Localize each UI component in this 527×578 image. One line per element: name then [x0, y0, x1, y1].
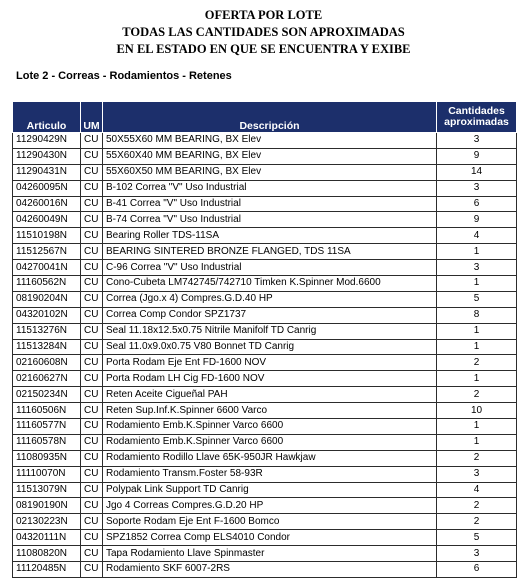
cell-um: CU: [81, 562, 103, 578]
cell-descripcion: Rodamiento Transm.Foster 58-93R: [103, 466, 437, 482]
cell-articulo: 11513276N: [13, 323, 81, 339]
table-header-row: [13, 102, 517, 133]
cell-um: CU: [81, 434, 103, 450]
cell-articulo: 04260095N: [13, 180, 81, 196]
cell-um: CU: [81, 323, 103, 339]
cell-descripcion: Rodamiento Emb.K.Spinner Varco 6600: [103, 419, 437, 435]
table-row: [13, 244, 517, 260]
cell-articulo: 04260016N: [13, 196, 81, 212]
table-row: [13, 228, 517, 244]
table-row: [13, 355, 517, 371]
table-row: [13, 339, 517, 355]
cell-um: CU: [81, 196, 103, 212]
table-row: [13, 196, 517, 212]
cell-descripcion: Porta Rodam LH Cig FD-1600 NOV: [103, 371, 437, 387]
table-row: [13, 419, 517, 435]
cell-descripcion: Reten Sup.Inf.K.Spinner 6600 Varco: [103, 403, 437, 419]
cell-articulo: 11080820N: [13, 546, 81, 562]
table-row: [13, 546, 517, 562]
cell-cantidad: 1: [437, 244, 517, 260]
cell-descripcion: Correa (Jgo.x 4) Compres.G.D.40 HP: [103, 291, 437, 307]
cell-descripcion: Jgo 4 Correas Compres.G.D.20 HP: [103, 498, 437, 514]
cell-cantidad: 1: [437, 371, 517, 387]
cell-cantidad: 2: [437, 514, 517, 530]
cell-articulo: 11160506N: [13, 403, 81, 419]
cell-cantidad: 3: [437, 260, 517, 276]
cell-articulo: 04270041N: [13, 260, 81, 276]
cell-cantidad: 9: [437, 212, 517, 228]
cell-cantidad: 4: [437, 482, 517, 498]
cell-cantidad: 5: [437, 530, 517, 546]
cell-descripcion: Seal 11.18x12.5x0.75 Nitrile Manifolf TD Canrig: [103, 323, 437, 339]
cell-um: CU: [81, 291, 103, 307]
cell-articulo: 11290431N: [13, 164, 81, 180]
cell-cantidad: 2: [437, 387, 517, 403]
cell-um: CU: [81, 466, 103, 482]
cell-articulo: 04260049N: [13, 212, 81, 228]
table-row: [13, 164, 517, 180]
cell-articulo: 04320102N: [13, 307, 81, 323]
cell-um: CU: [81, 307, 103, 323]
cell-cantidad: 1: [437, 434, 517, 450]
cell-um: CU: [81, 133, 103, 149]
table-row: [13, 450, 517, 466]
cell-descripcion: Rodamiento Rodillo Llave 65K-950JR Hawkjaw: [103, 450, 437, 466]
cell-cantidad: 6: [437, 196, 517, 212]
cell-cantidad: 2: [437, 498, 517, 514]
cell-descripcion: BEARING SINTERED BRONZE FLANGED, TDS 11SA: [103, 244, 437, 260]
cell-articulo: 11080935N: [13, 450, 81, 466]
cell-articulo: 11290430N: [13, 148, 81, 164]
lot-title: Lote 2 - Correas - Rodamientos - Retenes: [16, 70, 232, 82]
cell-articulo: 11510198N: [13, 228, 81, 244]
cell-cantidad: 2: [437, 355, 517, 371]
cell-descripcion: 55X60X50 MM BEARING, BX Elev: [103, 164, 437, 180]
cell-um: CU: [81, 530, 103, 546]
cell-cantidad: 1: [437, 276, 517, 292]
table-row: [13, 323, 517, 339]
cell-articulo: 11160577N: [13, 419, 81, 435]
cell-cantidad: 5: [437, 291, 517, 307]
cell-um: CU: [81, 450, 103, 466]
cell-articulo: 08190204N: [13, 291, 81, 307]
cell-descripcion: Reten Aceite Cigueñal PAH: [103, 387, 437, 403]
cell-cantidad: 8: [437, 307, 517, 323]
table-row: [13, 498, 517, 514]
column-header-articulo: Articulo: [13, 102, 81, 133]
document-header: [0, 7, 527, 58]
cell-um: CU: [81, 244, 103, 260]
cell-descripcion: Correa Comp Condor SPZ1737: [103, 307, 437, 323]
table-row: [13, 371, 517, 387]
cell-um: CU: [81, 371, 103, 387]
header-line-2: TODAS LAS CANTIDADES SON APROXIMADAS: [122, 25, 405, 39]
cell-um: CU: [81, 148, 103, 164]
cell-articulo: 11513079N: [13, 482, 81, 498]
cell-cantidad: 3: [437, 133, 517, 149]
cell-descripcion: Bearing Roller TDS-11SA: [103, 228, 437, 244]
cell-cantidad: 3: [437, 546, 517, 562]
cell-um: CU: [81, 228, 103, 244]
table-row: [13, 514, 517, 530]
cell-cantidad: 3: [437, 466, 517, 482]
cell-descripcion: C-96 Correa "V" Uso Industrial: [103, 260, 437, 276]
cell-descripcion: 55X60X40 MM BEARING, BX Elev: [103, 148, 437, 164]
cell-articulo: 02150234N: [13, 387, 81, 403]
column-header-descripcion: Descripción: [103, 102, 437, 133]
cell-articulo: 04320111N: [13, 530, 81, 546]
cell-cantidad: 14: [437, 164, 517, 180]
cell-articulo: 11513284N: [13, 339, 81, 355]
cell-descripcion: Tapa Rodamiento Llave Spinmaster: [103, 546, 437, 562]
cell-descripcion: Soporte Rodam Eje Ent F-1600 Bomco: [103, 514, 437, 530]
cell-um: CU: [81, 355, 103, 371]
table-row: [13, 482, 517, 498]
table-row: [13, 466, 517, 482]
cell-descripcion: Rodamiento SKF 6007-2RS: [103, 562, 437, 578]
column-header-cantidades: Cantidades aproximadas: [437, 102, 517, 133]
cell-descripcion: B-102 Correa "V" Uso Industrial: [103, 180, 437, 196]
table-row: [13, 180, 517, 196]
cell-descripcion: SPZ1852 Correa Comp ELS4010 Condor: [103, 530, 437, 546]
cell-cantidad: 1: [437, 323, 517, 339]
column-header-um: UM: [81, 102, 103, 133]
cell-cantidad: 6: [437, 562, 517, 578]
cell-descripcion: Cono-Cubeta LM742745/742710 Timken K.Spinner Mod.6600: [103, 276, 437, 292]
cell-descripcion: Polypak Link Support TD Canrig: [103, 482, 437, 498]
cell-um: CU: [81, 260, 103, 276]
table-row: [13, 403, 517, 419]
cell-articulo: 11110070N: [13, 466, 81, 482]
cell-cantidad: 1: [437, 339, 517, 355]
cell-um: CU: [81, 164, 103, 180]
cell-descripcion: Rodamiento Emb.K.Spinner Varco 6600: [103, 434, 437, 450]
table-row: [13, 530, 517, 546]
cell-articulo: 02160608N: [13, 355, 81, 371]
cell-descripcion: Porta Rodam Eje Ent FD-1600 NOV: [103, 355, 437, 371]
table-row: [13, 260, 517, 276]
cell-um: CU: [81, 498, 103, 514]
cell-articulo: 11512567N: [13, 244, 81, 260]
cell-um: CU: [81, 180, 103, 196]
cell-um: CU: [81, 403, 103, 419]
cell-articulo: 02160627N: [13, 371, 81, 387]
cell-um: CU: [81, 514, 103, 530]
table-row: [13, 291, 517, 307]
cell-um: CU: [81, 339, 103, 355]
cell-articulo: 11160578N: [13, 434, 81, 450]
cell-um: CU: [81, 482, 103, 498]
table-row: [13, 133, 517, 149]
table-row: [13, 307, 517, 323]
cell-um: CU: [81, 419, 103, 435]
cell-cantidad: 2: [437, 450, 517, 466]
cell-articulo: 08190190N: [13, 498, 81, 514]
table-row: [13, 148, 517, 164]
cell-cantidad: 3: [437, 180, 517, 196]
table-row: [13, 387, 517, 403]
cell-cantidad: 4: [437, 228, 517, 244]
cell-articulo: 11120485N: [13, 562, 81, 578]
cell-descripcion: 50X55X60 MM BEARING, BX Elev: [103, 133, 437, 149]
cell-cantidad: 10: [437, 403, 517, 419]
cell-descripcion: Seal 11.0x9.0x0.75 V80 Bonnet TD Canrig: [103, 339, 437, 355]
cell-descripcion: B-41 Correa "V" Uso Industrial: [103, 196, 437, 212]
table-row: [13, 276, 517, 292]
header-line-3: EN EL ESTADO EN QUE SE ENCUENTRA Y EXIBE: [116, 42, 411, 56]
cell-um: CU: [81, 387, 103, 403]
items-table: [12, 101, 517, 578]
cell-um: CU: [81, 276, 103, 292]
table-row: [13, 562, 517, 578]
cell-articulo: 02130223N: [13, 514, 81, 530]
table-row: [13, 434, 517, 450]
cell-articulo: 11290429N: [13, 133, 81, 149]
cell-um: CU: [81, 546, 103, 562]
cell-descripcion: B-74 Correa "V" Uso Industrial: [103, 212, 437, 228]
cell-cantidad: 1: [437, 419, 517, 435]
cell-articulo: 11160562N: [13, 276, 81, 292]
table-body: [13, 133, 517, 578]
table-row: [13, 212, 517, 228]
cell-um: CU: [81, 212, 103, 228]
cell-cantidad: 9: [437, 148, 517, 164]
header-line-1: OFERTA POR LOTE: [204, 8, 323, 22]
